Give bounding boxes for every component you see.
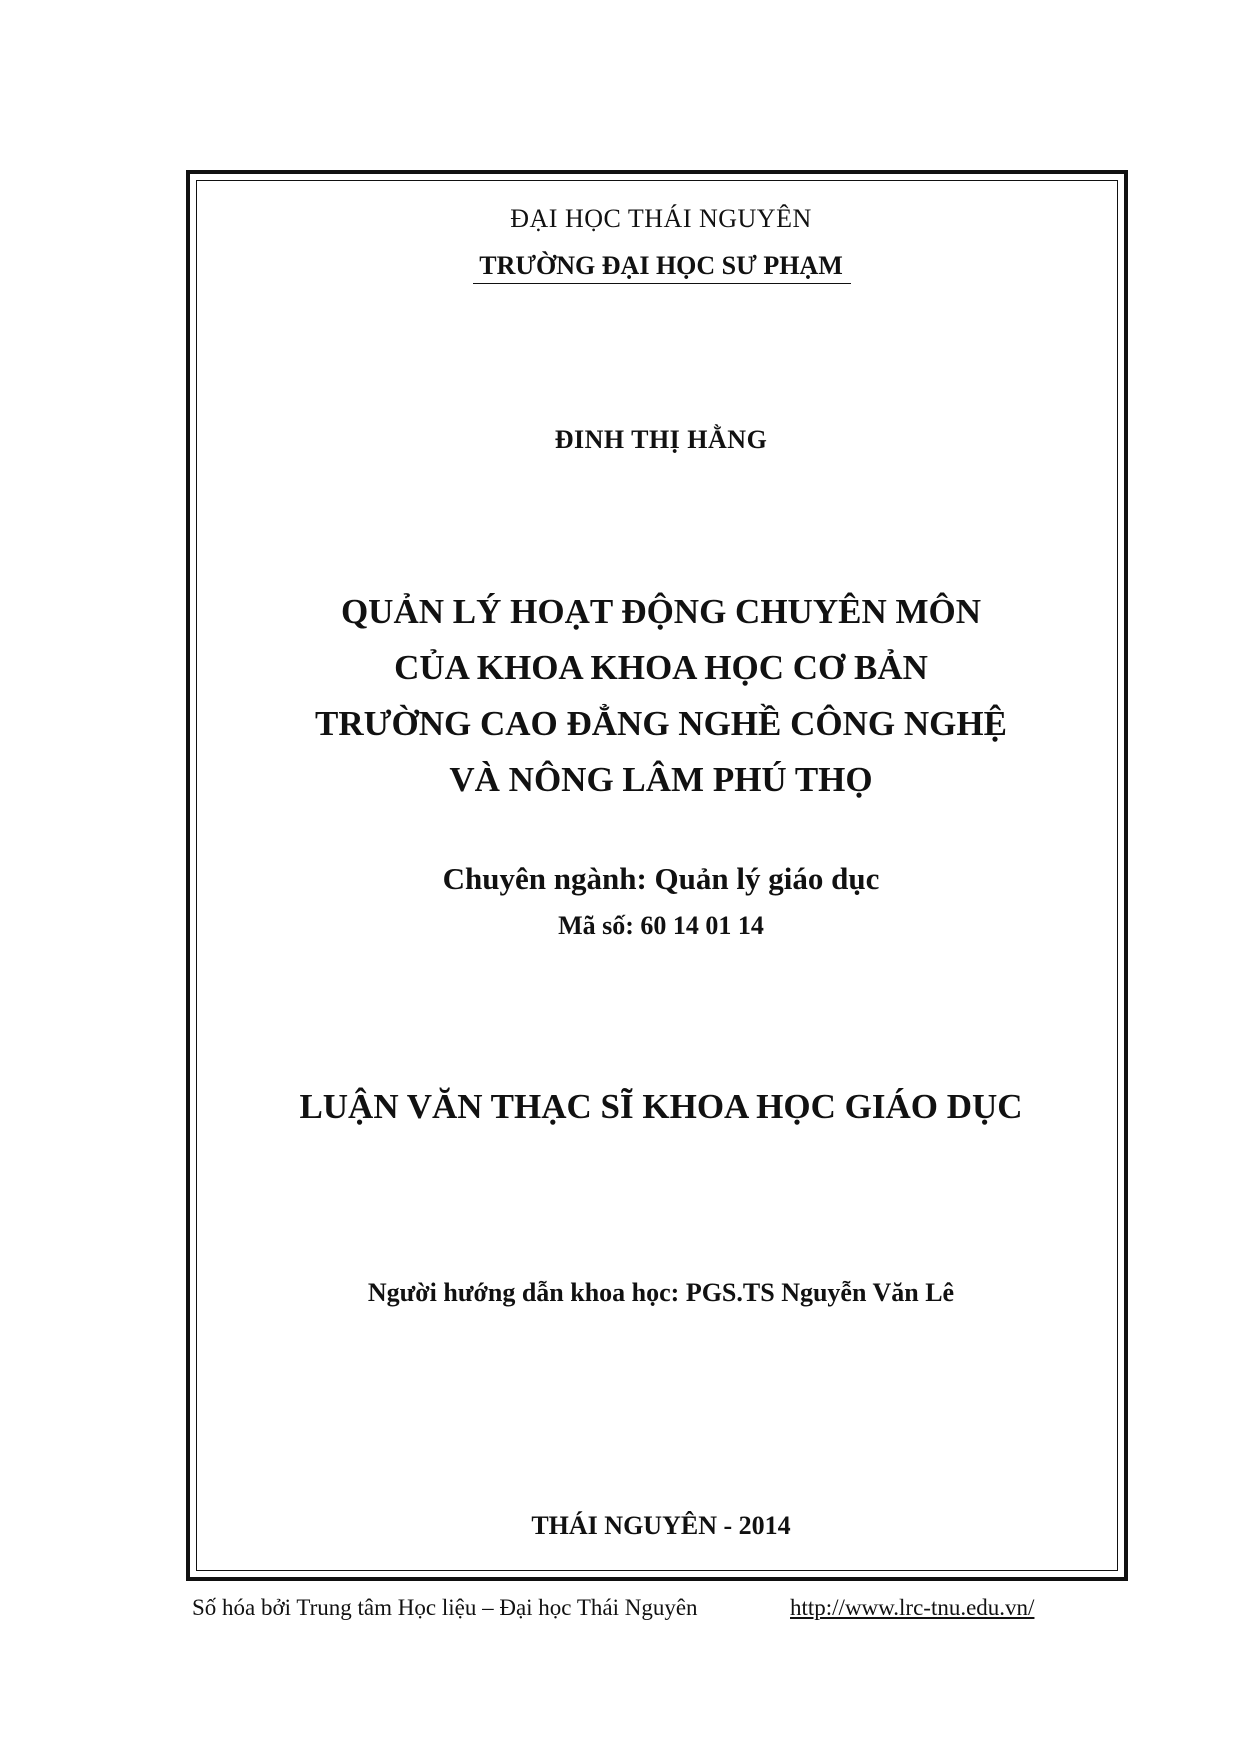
place-year: THÁI NGUYÊN - 2014: [531, 1511, 791, 1540]
author-name: ĐINH THỊ HẰNG: [554, 425, 768, 454]
footer-digitized-by: Số hóa bởi Trung tâm Học liệu – Đại học Thái Nguyên: [192, 1595, 698, 1620]
thesis-title-line: CỦA KHOA KHOA HỌC CƠ BẢN: [394, 648, 928, 687]
university-name: ĐẠI HỌC THÁI NGUYÊN: [510, 204, 812, 233]
cover-border: [186, 170, 1128, 1581]
thesis-title-line: QUẢN LÝ HOẠT ĐỘNG CHUYÊN MÔN: [340, 592, 982, 631]
major: Chuyên ngành: Quản lý giáo dục: [442, 861, 880, 896]
degree-title: LUẬN VĂN THẠC SĨ KHOA HỌC GIÁO DỤC: [299, 1087, 1023, 1126]
school-name: TRƯỜNG ĐẠI HỌC SƯ PHẠM: [479, 251, 843, 280]
thesis-title-line: VÀ NÔNG LÂM PHÚ THỌ: [449, 760, 873, 799]
school-underline: [473, 283, 851, 284]
major-code: Mã số: 60 14 01 14: [558, 911, 764, 940]
advisor: Người hướng dẫn khoa học: PGS.TS Nguyễn Văn Lê: [367, 1278, 955, 1307]
thesis-title-line: TRƯỜNG CAO ĐẲNG NGHỀ CÔNG NGHỆ: [315, 704, 1007, 743]
footer-url-link[interactable]: http://www.lrc-tnu.edu.vn/: [790, 1595, 1035, 1620]
